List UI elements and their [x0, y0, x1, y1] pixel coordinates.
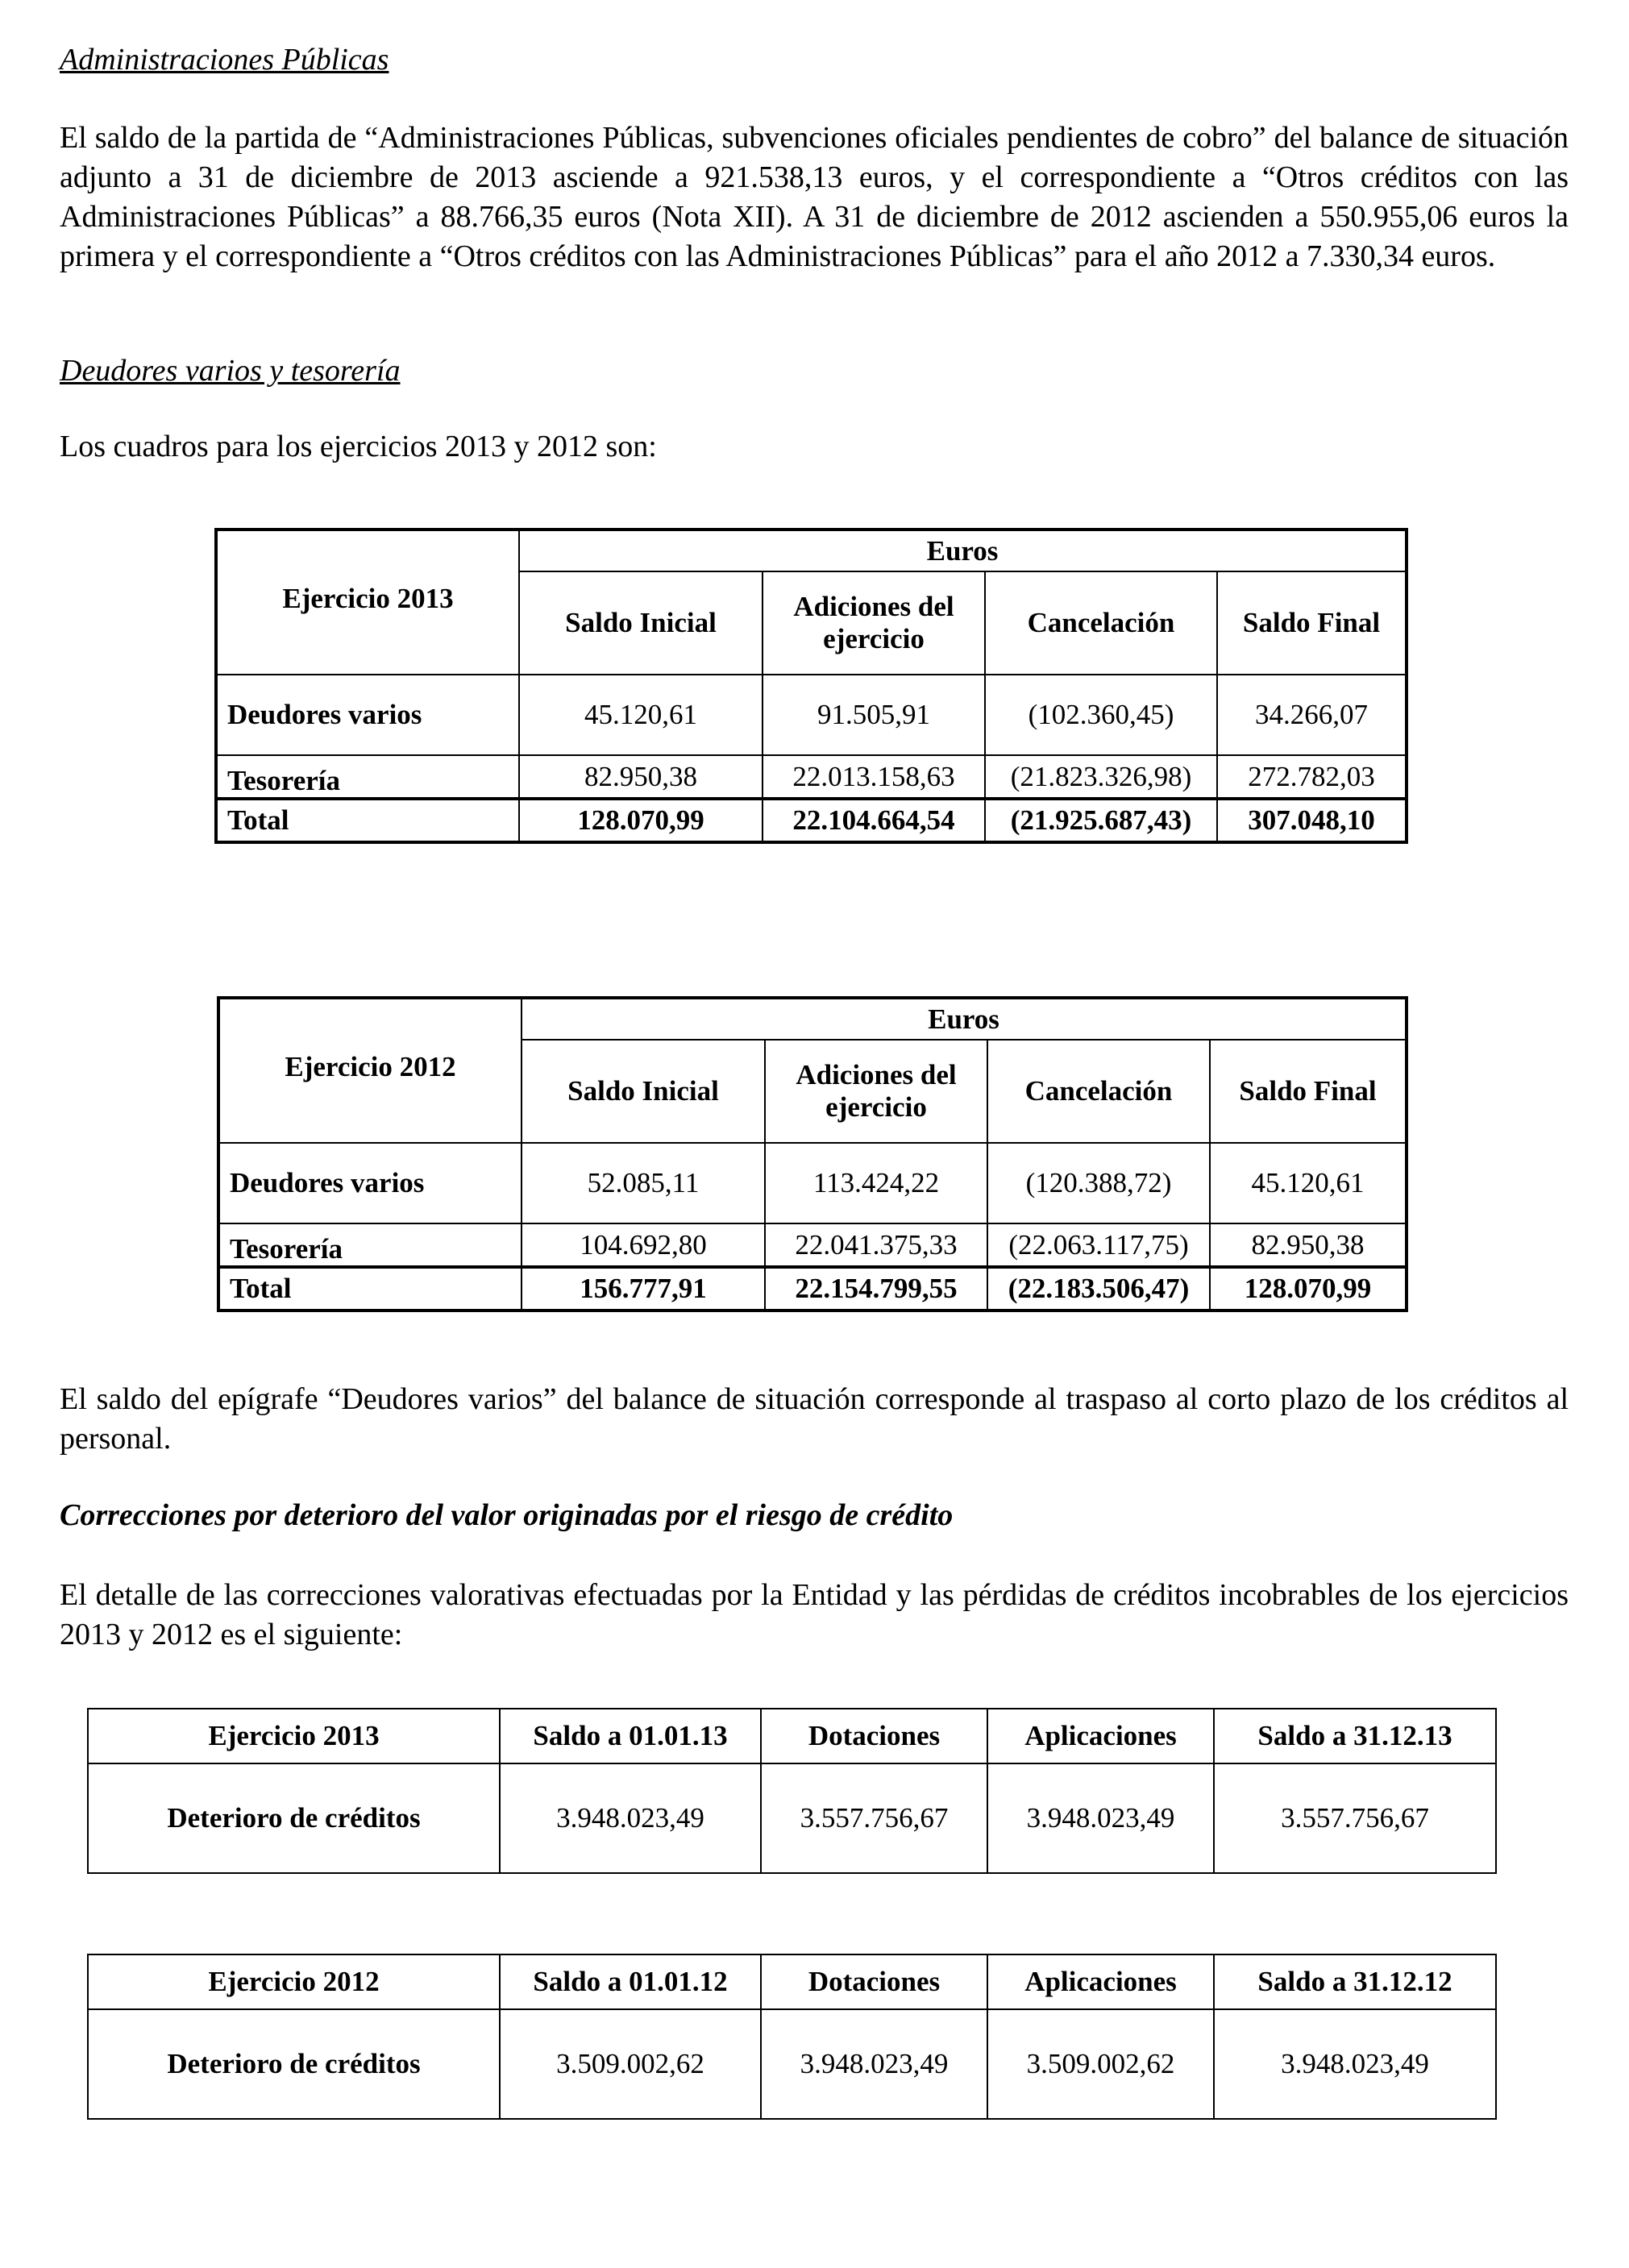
- table-cell: 52.085,11: [522, 1143, 765, 1223]
- col-header: Saldo a 31.12.13: [1214, 1709, 1496, 1763]
- table-deterioro-2013: [87, 1708, 1497, 1874]
- paragraph-deudores-varios: El saldo del epígrafe “Deudores varios” del balance de situación corresponde al traspaso al corto plazo de los créditos al personal.: [60, 1382, 1569, 1456]
- table-cell: 3.948.023,49: [987, 1763, 1214, 1873]
- table-cell: 45.120,61: [519, 675, 763, 755]
- table-cell: (120.388,72): [987, 1143, 1210, 1223]
- col-header: Saldo a 01.01.12: [500, 1954, 761, 2009]
- table-deterioro-2012: [87, 1954, 1497, 2120]
- row-label: Deterioro de créditos: [88, 2009, 500, 2119]
- paragraph-administraciones-publicas: El saldo de la partida de “Administraciones Públicas, subvenciones oficiales pendientes de cobro” del balance de situación adjunto a 31 de diciembre de 2013 asciende a 921.538,13 euros, y el correspondiente a “Otros créditos con las Administraciones Públicas” a 88.766,35 euros (Nota XII). A 31 de diciembre de 2012 ascienden a 550.955,06 euros la primera y el correspondiente a “Otros créditos con las Administraciones Públicas” para el año 2012 a 7.330,34 euros.: [60, 121, 1569, 273]
- table-2012-label: Ejercicio 2012: [218, 998, 522, 1143]
- col-header: Dotaciones: [761, 1954, 987, 2009]
- table-cell: 272.782,03: [1217, 755, 1407, 799]
- table-cell: 22.104.664,54: [763, 799, 985, 842]
- table-cell: 34.266,07: [1217, 675, 1407, 755]
- table-cell: 22.013.158,63: [763, 755, 985, 799]
- table-cell: 82.950,38: [1210, 1223, 1407, 1267]
- col-header: Cancelación: [985, 571, 1217, 675]
- table-2013-group-header: Euros: [519, 530, 1407, 571]
- table-cell: (22.183.506,47): [987, 1267, 1210, 1311]
- table-cell: (21.925.687,43): [985, 799, 1217, 842]
- table-cell: (102.360,45): [985, 675, 1217, 755]
- table-cell: (22.063.117,75): [987, 1223, 1210, 1267]
- table-2012-group-header: Euros: [522, 998, 1407, 1040]
- table-cell: 3.509.002,62: [987, 2009, 1214, 2119]
- col-header: Aplicaciones: [987, 1954, 1214, 2009]
- row-label: Deudores varios: [216, 675, 519, 755]
- table-cell: 113.424,22: [765, 1143, 987, 1223]
- table-cell: 104.692,80: [522, 1223, 765, 1267]
- table-cell: 128.070,99: [519, 799, 763, 842]
- table-cell: 307.048,10: [1217, 799, 1407, 842]
- table-cell: 82.950,38: [519, 755, 763, 799]
- table-cell: 3.948.023,49: [1214, 2009, 1496, 2119]
- intro-cuadros: Los cuadros para los ejercicios 2013 y 2012 son:: [60, 430, 657, 463]
- table-cell: 3.557.756,67: [1214, 1763, 1496, 1873]
- col-header: Saldo Inicial: [522, 1040, 765, 1143]
- table-total-row: [218, 1267, 1407, 1311]
- col-header: Ejercicio 2013: [88, 1709, 500, 1763]
- heading-administraciones-publicas: Administraciones Públicas: [60, 43, 389, 77]
- table-cell: 156.777,91: [522, 1267, 765, 1311]
- table-deudores-2013: [214, 528, 1408, 844]
- table-cell: 22.154.799,55: [765, 1267, 987, 1311]
- col-header: Saldo Final: [1217, 571, 1407, 675]
- col-header: Adiciones del ejercicio: [763, 571, 985, 675]
- paragraph-correcciones: El detalle de las correcciones valorativas efectuadas por la Entidad y las pérdidas de créditos incobrables de los ejercicios 2013 y 2012 es el siguiente:: [60, 1578, 1569, 1651]
- col-header: Saldo Inicial: [519, 571, 763, 675]
- table-2013-label: Ejercicio 2013: [216, 530, 519, 675]
- table-cell: 45.120,61: [1210, 1143, 1407, 1223]
- col-header: Ejercicio 2012: [88, 1954, 500, 2009]
- col-header: Aplicaciones: [987, 1709, 1214, 1763]
- table-row: [88, 2009, 1496, 2119]
- row-label: Tesorería: [218, 1223, 522, 1267]
- table-cell: 91.505,91: [763, 675, 985, 755]
- row-label: Tesorería: [216, 755, 519, 799]
- row-label: Deterioro de créditos: [88, 1763, 500, 1873]
- col-header: Adiciones del ejercicio: [765, 1040, 987, 1143]
- table-cell: (21.823.326,98): [985, 755, 1217, 799]
- col-header: Saldo Final: [1210, 1040, 1407, 1143]
- table-cell: 3.509.002,62: [500, 2009, 761, 2119]
- col-header: Dotaciones: [761, 1709, 987, 1763]
- row-label: Deudores varios: [218, 1143, 522, 1223]
- table-cell: 3.948.023,49: [761, 2009, 987, 2119]
- table-cell: 128.070,99: [1210, 1267, 1407, 1311]
- col-header: Saldo a 31.12.12: [1214, 1954, 1496, 2009]
- col-header: Saldo a 01.01.13: [500, 1709, 761, 1763]
- col-header: Cancelación: [987, 1040, 1210, 1143]
- table-row: [88, 1763, 1496, 1873]
- table-row: [218, 1143, 1407, 1223]
- table-cell: 3.948.023,49: [500, 1763, 761, 1873]
- heading-deudores-tesoreria: Deudores varios y tesorería: [60, 354, 401, 388]
- table-cell: 3.557.756,67: [761, 1763, 987, 1873]
- table-cell: 22.041.375,33: [765, 1223, 987, 1267]
- total-label: Total: [216, 799, 519, 842]
- total-label: Total: [218, 1267, 522, 1311]
- table-row: [216, 675, 1407, 755]
- heading-correcciones-deterioro: Correcciones por deterioro del valor originadas por el riesgo de crédito: [60, 1498, 954, 1532]
- table-deudores-2012: [217, 996, 1408, 1312]
- table-row: [216, 755, 1407, 799]
- table-total-row: [216, 799, 1407, 842]
- table-row: [218, 1223, 1407, 1267]
